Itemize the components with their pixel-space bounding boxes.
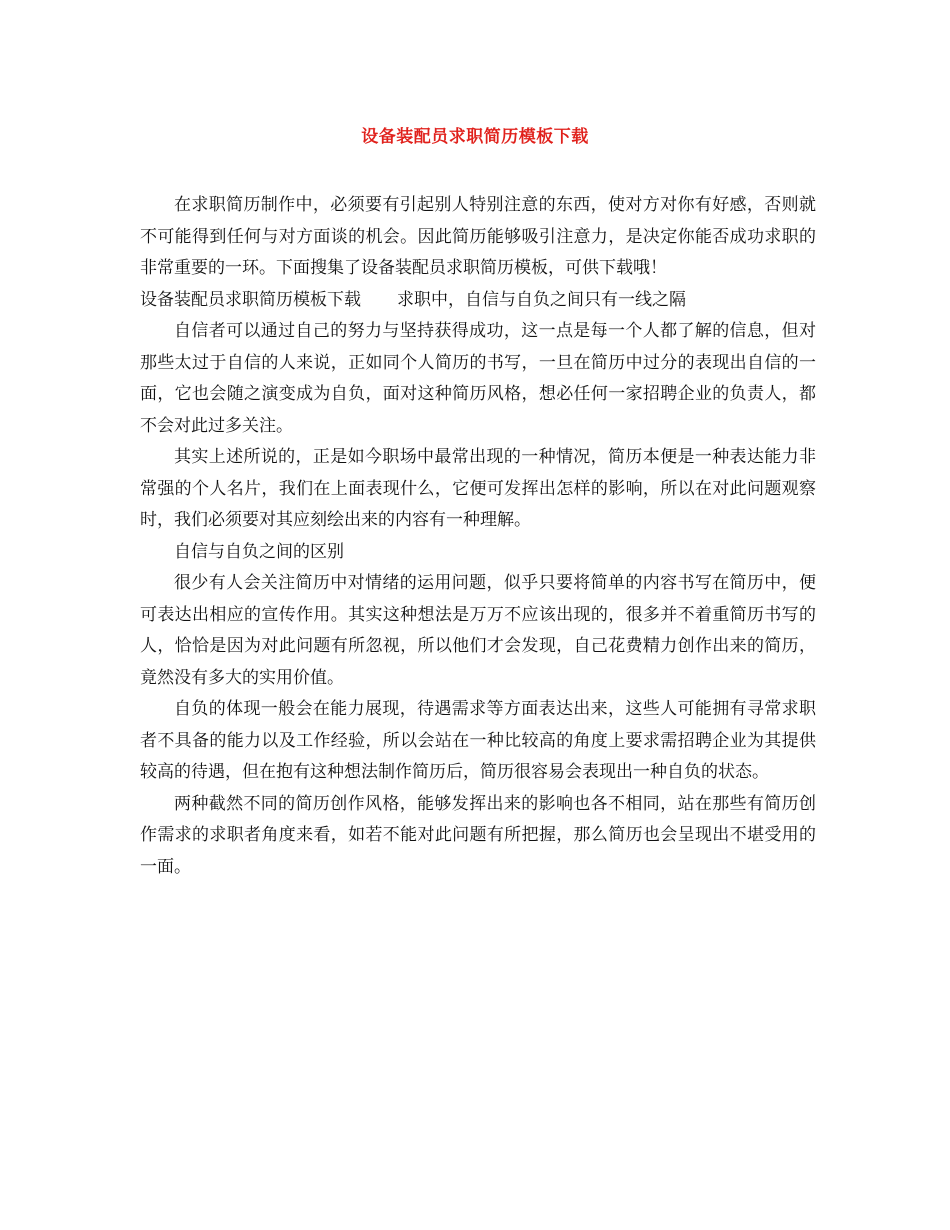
paragraph-confidence: 自信者可以通过自己的努力与坚持获得成功，这一点是每一个人都了解的信息，但对那些太过于自信的人来说，正如同个人简历的书写，一旦在简历中过分的表现出自信的一面，它也会随之演变成为自负，面对这种简历风格，想必任何一家招聘企业的负责人，都不会对此过多关注。	[140, 321, 816, 436]
document-title: 设备装配员求职简历模板下载	[361, 127, 589, 147]
paragraph-subheading-line	[140, 285, 816, 317]
paragraph-workplace: 其实上述所说的，正是如今职场中最常出现的一种情况，简历本便是一种表达能力非常强的个人名片，我们在上面表现什么，它便可发挥出怎样的影响，所以在对此问题观察时，我们必须要对其应刻绘出来的内容有一种理解。	[140, 447, 816, 530]
subheading-left: 设备装配员求职简历模板下载	[140, 289, 361, 310]
subheading-right: 求职中，自信与自负之间只有一线之隔	[397, 289, 686, 310]
paragraph-emotion: 很少有人会关注简历中对情绪的运用问题，似乎只要将简单的内容书写在简历中，便可表达出相应的宣传作用。其实这种想法是万万不应该出现的，很多并不着重简历书写的人，恰恰是因为对此问题有所忽视，所以他们才会发现，自己花费精力创作出来的简历，竟然没有多大的实用价值。	[140, 573, 816, 688]
paragraph-arrogance: 自负的体现一般会在能力展现，待遇需求等方面表达出来，这些人可能拥有寻常求职者不具备的能力以及工作经验，所以会站在一种比较高的角度上要求需招聘企业为其提供较高的待遇，但在抱有这种想法制作简历后，简历很容易会表现出一种自负的状态。	[140, 699, 816, 782]
paragraph-conclusion: 两种截然不同的简历创作风格，能够发挥出来的影响也各不相同，站在那些有简历创作需求的求职者角度来看，如若不能对此问题有所把握，那么简历也会呈现出不堪受用的一面。	[140, 793, 816, 877]
section-heading-difference: 自信与自负之间的区别	[174, 541, 344, 562]
paragraph-intro: 在求职简历制作中，必须要有引起别人特别注意的东西，使对方对你有好感，否则就不可能得到任何与对方面谈的机会。因此简历能够吸引注意力，是决定你能否成功求职的非常重要的一环。下面搜集了设备装配员求职简历模板，可供下载哦！	[140, 195, 816, 278]
document-body	[140, 190, 816, 883]
